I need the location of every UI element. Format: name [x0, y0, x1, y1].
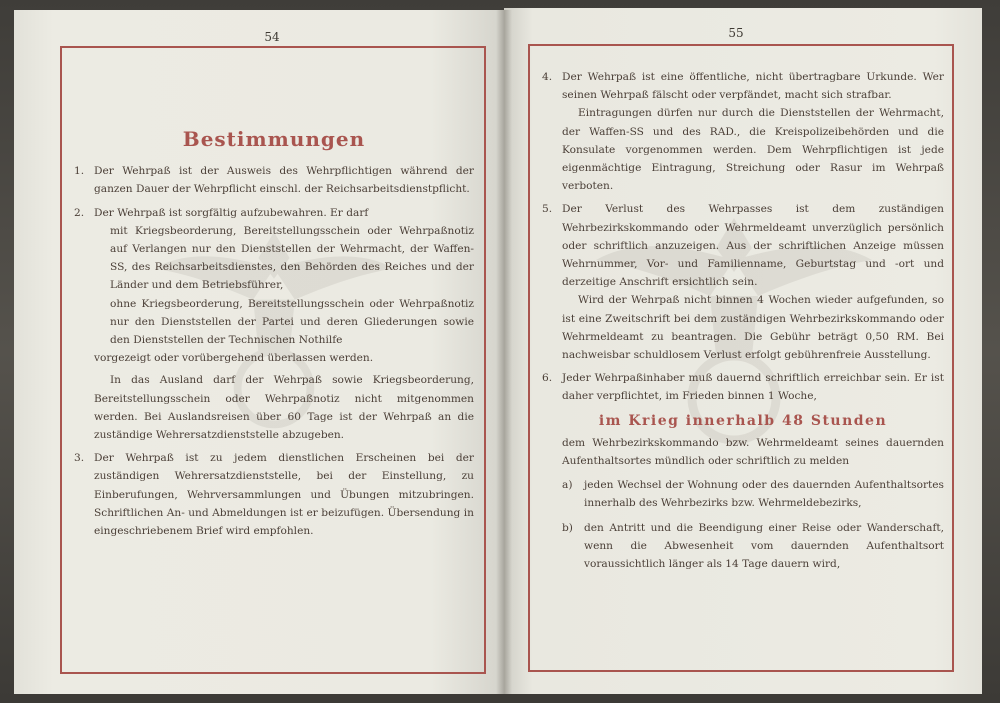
rule-2-with-clause: mit Kriegsbeorderung, Bereitstellungsschein oder Wehrpaßnotiz auf Verlangen nur den Dienststellen der Wehrmacht, der Waffen-SS, des Reichsarbeitsdienstes, den Behörden des Reiches und der Länder und dem Betriebsführer,: [110, 224, 474, 292]
right-page-content: [542, 68, 944, 573]
rule-5: [542, 200, 944, 364]
rule-6-continuation: dem Wehrbezirkskommando bzw. Wehrmeldeamt seines dauernden Aufenthaltsortes mündlich oder schriftlich zu melden: [562, 436, 944, 468]
rule-5-body: [562, 200, 944, 364]
rule-5-replacement: Wird der Wehrpaß nicht binnen 4 Wochen wieder aufgefunden, so ist eine Zweitschrift bei dem zuständigen Wehrbezirkskommando oder Wehrmeldeamt zu beantragen. Die Gebühr beträgt 0,50 RM. Bei nachweisbar schuldlosem Verlust erfolgt gebührenfreie Ausstellung.: [562, 294, 944, 362]
rule-5-text: Der Verlust des Wehrpasses ist dem zuständigen Wehrbezirkskommando oder Wehrmeldeamt unverzüglich persönlich oder schriftlich anzuzeigen. Aus der schriftlichen Anzeige müssen Wehrnummer, Vor- und Familienname, Geburtstag und -ort und derzeitige Anschrift ersichtlich sein.: [562, 203, 944, 289]
rule-4-number: 4.: [542, 71, 553, 83]
rule-6b-label: b): [562, 521, 573, 534]
rule-6: [542, 369, 944, 405]
rule-5-number: 5.: [542, 203, 553, 216]
page-title: Bestimmungen: [182, 127, 366, 151]
rule-6a-text: jeden Wechsel der Wohnung oder des dauernden Aufenthaltsortes innerhalb des Wehrbezirks bzw. Wehrmeldebezirks,: [584, 479, 944, 510]
rule-2-number: 2.: [74, 206, 85, 219]
page-number-54: 54: [264, 30, 280, 44]
rule-3: [74, 449, 474, 540]
rule-2-intro: Der Wehrpaß ist sorgfältig aufzubewahren. Er darf: [94, 206, 369, 219]
rule-3-text: Der Wehrpaß ist zu jedem dienstlichen Erscheinen bei der zuständigen Wehrersatzdienststelle, bei der Einstellung, zu Einberufungen, Wehrversammlungen und Übungen mitzubringen. Schriftlichen An- und Abmeldungen ist er beizufügen. Übersendung in eingeschriebenem Brief wird empfohlen.: [94, 452, 474, 538]
rule-6b: [542, 519, 944, 574]
rule-1-text: Der Wehrpaß ist der Ausweis des Wehrpflichtigen während der ganzen Dauer der Wehrpflicht einschl. der Reichsarbeitsdienstpflicht.: [94, 165, 474, 196]
rule-2-without-clause: ohne Kriegsbeorderung, Bereitstellungsschein oder Wehrpaßnotiz nur den Dienststellen der Partei und deren Gliederungen sowie den Dienststellen der Technischen Nothilfe: [110, 297, 474, 347]
rule-6a-label: a): [562, 479, 573, 492]
rule-4: [542, 68, 944, 195]
rule-1: [74, 162, 474, 198]
rule-6-number: 6.: [542, 372, 553, 385]
rule-4-body: [562, 68, 944, 195]
right-page: [504, 8, 982, 694]
rule-2: [74, 204, 474, 445]
left-page-content: [74, 52, 474, 545]
rule-2-abroad: In das Ausland darf der Wehrpaß sowie Kriegsbeorderung, Bereitstellungsschein oder Wehrpaßnotiz nicht mitgenommen werden. Bei Auslandsreisen über 60 Tage ist der Wehrpaß an die zuständige Wehrersatzdienststelle abzugeben.: [94, 374, 474, 442]
rule-6-highlight: im Krieg innerhalb 48 Stunden: [598, 412, 888, 429]
rule-4-text: Der Wehrpaß ist eine öffentliche, nicht übertragbare Urkunde. Wer seinen Wehrpaß fälscht oder verpfändet, macht sich strafbar.: [562, 71, 944, 102]
book-gutter: [496, 10, 512, 694]
rule-3-number: 3.: [74, 452, 85, 465]
rule-6b-text: den Antritt und die Beendigung einer Reise oder Wanderschaft, wenn die Abwesenheit vom dauernden Aufenthaltsort voraussichtlich länger als 14 Tage dauern wird,: [584, 521, 944, 571]
left-page: [14, 10, 504, 694]
rule-1-number: 1.: [74, 165, 85, 178]
rule-2-outro: vorgezeigt oder vorübergehend überlassen werden.: [94, 352, 374, 365]
rule-2-body: [94, 204, 474, 445]
page-number-55: 55: [728, 26, 744, 40]
rule-4-entries: Eintragungen dürfen nur durch die Dienststellen der Wehrmacht, der Waffen-SS und des RAD., die Kreispolizeibehörden und die Konsulate vorgenommen werden. Dem Wehrpflichtigen ist jede eigenmächtige Eintragung, Streichung oder Rasur im Wehrpaß verboten.: [562, 107, 944, 193]
rule-6-text: Jeder Wehrpaßinhaber muß dauernd schriftlich erreichbar sein. Er ist daher verpflichtet, im Frieden binnen 1 Woche,: [562, 372, 944, 403]
rule-6a: [542, 476, 944, 512]
